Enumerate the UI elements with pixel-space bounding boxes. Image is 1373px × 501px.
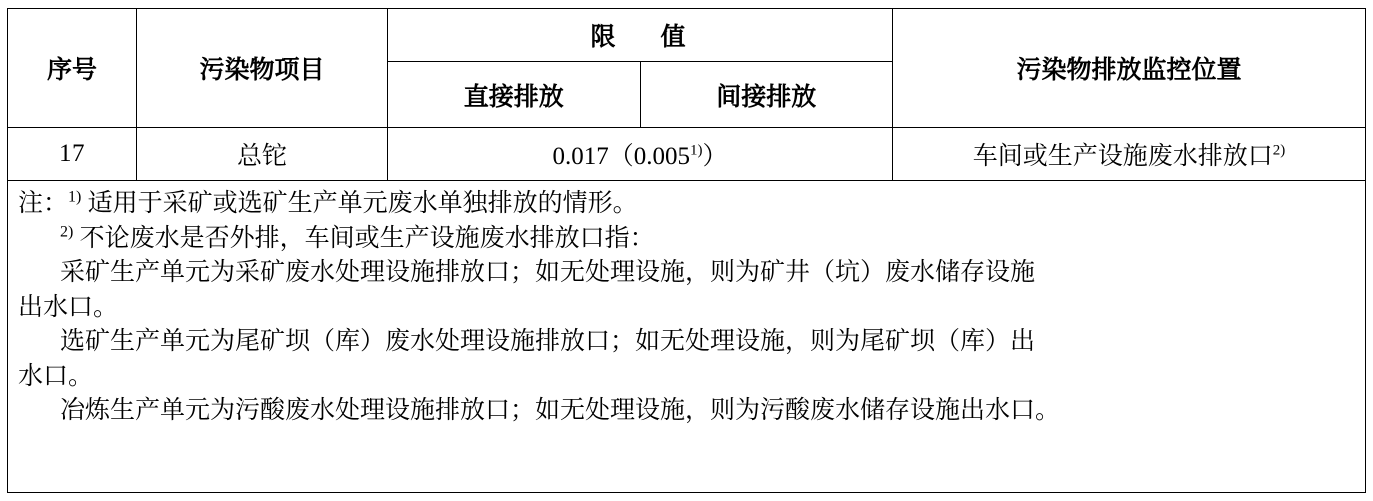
- emission-limits-table: [7, 8, 1366, 181]
- note-paragraph-2-line-1: 选矿生产单元为尾矿坝（库）废水处理设施排放口；如无处理设施，则为尾矿坝（库）出: [60, 328, 1036, 355]
- header-direct-discharge: 直接排放: [388, 62, 641, 128]
- note-item-1: [18, 187, 1355, 222]
- cell-pollutant-item: 总铊: [137, 128, 388, 181]
- notes-label: 注：: [18, 190, 69, 217]
- cell-limit-value-main: 0.017（0.005: [552, 143, 690, 170]
- header-limit-value-label: 限 值: [590, 24, 696, 52]
- note-paragraph-3-line-1: 冶炼生产单元为污酸废水处理设施排放口；如无处理设施，则为污酸废水储存设施出水口。: [60, 397, 1061, 424]
- cell-serial-number: 17: [8, 128, 137, 181]
- header-indirect-discharge: 间接排放: [640, 62, 893, 128]
- cell-limit-value-tail: ）: [702, 143, 728, 170]
- note-item-2: [18, 222, 1355, 257]
- document-page: [0, 8, 1373, 501]
- header-pollutant-item: 污染物项目: [137, 9, 388, 128]
- cell-position-footnote-marker: 2): [1272, 142, 1286, 159]
- cell-monitoring-position-text: 车间或生产设施废水排放口: [972, 143, 1273, 170]
- note-paragraph-1-line-2: 出水口。: [18, 293, 119, 321]
- cell-limit-value: [388, 128, 893, 181]
- note-2-text: 不论废水是否外排，车间或生产设施废水排放口指：: [79, 224, 655, 252]
- cell-limit-footnote-marker: 1): [690, 142, 703, 159]
- table-header-row-1: [8, 9, 1366, 62]
- note-1-marker: 1): [68, 188, 82, 206]
- header-limit-value: [388, 9, 893, 62]
- cell-monitoring-position: [893, 128, 1366, 181]
- header-monitoring-position: 污染物排放监控位置: [893, 9, 1366, 128]
- note-1-text: 适用于采矿或选矿生产单元废水单独排放的情形。: [87, 190, 638, 217]
- note-paragraph-1-line-1: 采矿生产单元为采矿废水处理设施排放口；如无处理设施，则为矿井（坑）废水储存设施: [60, 259, 1036, 286]
- notes-section: [7, 181, 1366, 493]
- header-serial-number: 序号: [8, 9, 137, 128]
- note-2-marker: 2): [60, 223, 74, 241]
- note-paragraph-2-line-2: 水口。: [18, 362, 94, 390]
- table-row: [8, 128, 1366, 181]
